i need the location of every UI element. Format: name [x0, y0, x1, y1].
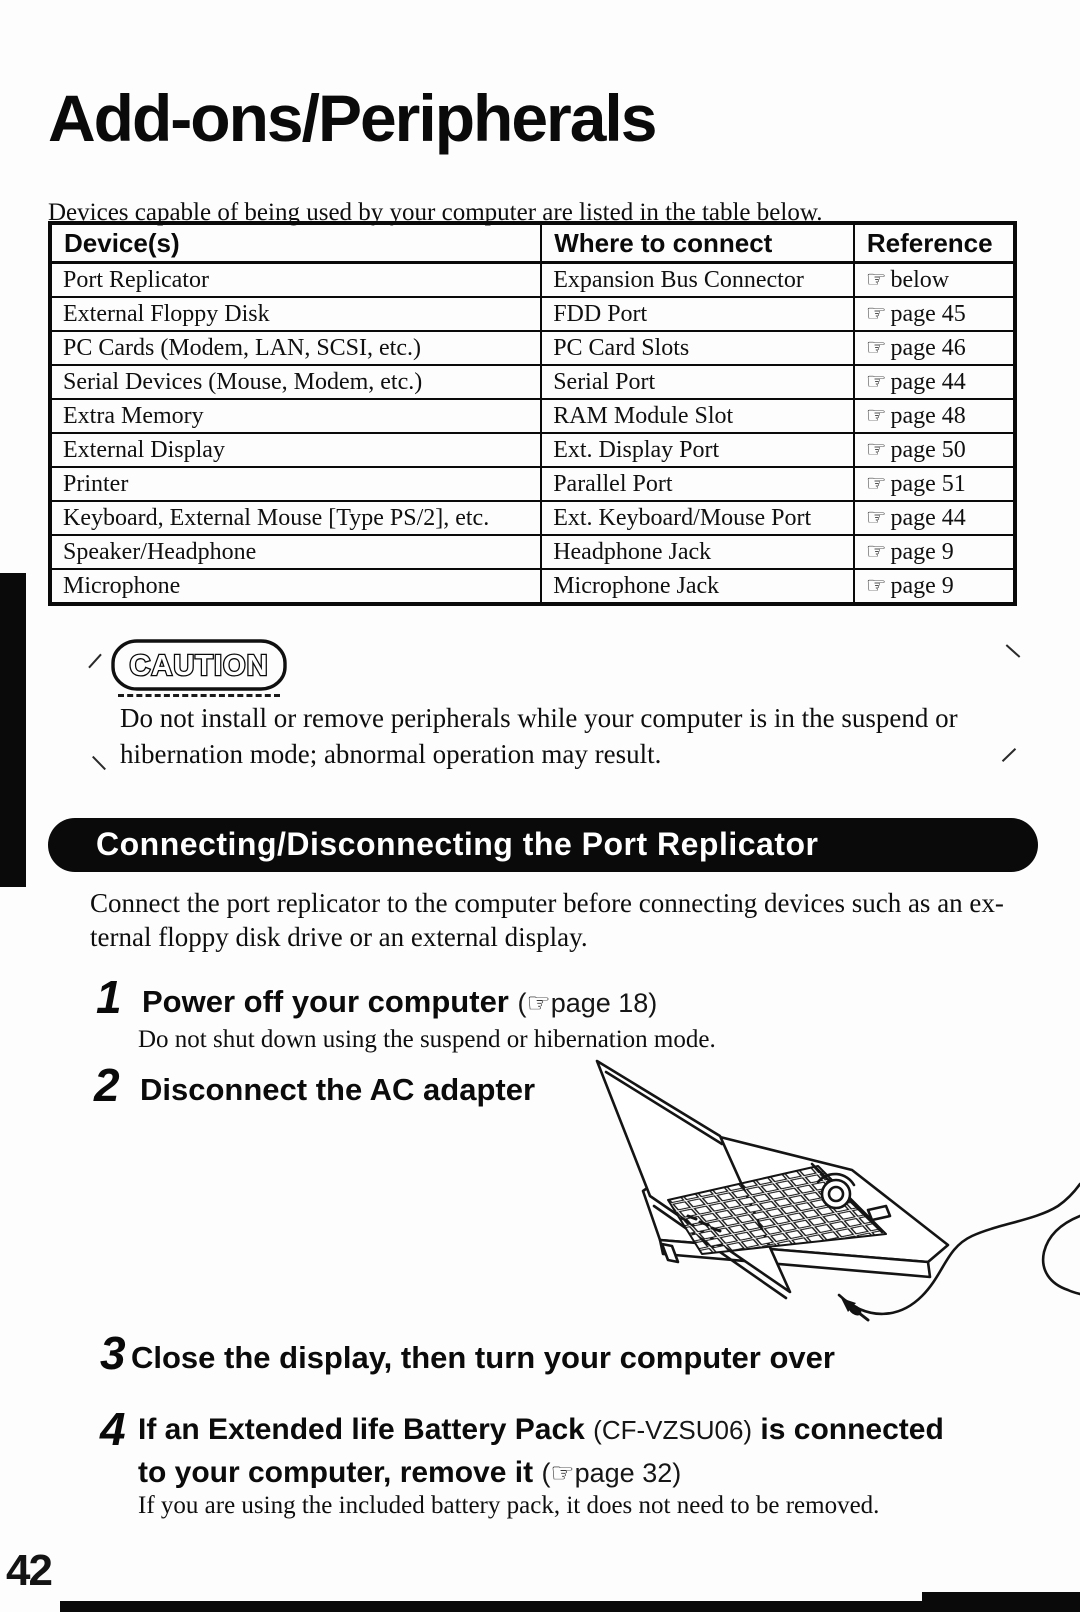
device-cell: Serial Devices (Mouse, Modem, etc.) — [50, 365, 541, 399]
table-row — [50, 331, 1015, 365]
connect-cell: Ext. Keyboard/Mouse Port — [541, 501, 854, 535]
reference-text: below — [890, 266, 950, 293]
hand-icon: ☞ — [865, 300, 887, 327]
devices-table — [48, 221, 1017, 606]
header-reference: Reference — [854, 223, 1015, 263]
step-title — [142, 984, 657, 1020]
reference-text: page 50 — [890, 436, 966, 463]
connect-cell: Expansion Bus Connector — [541, 263, 854, 298]
table-row — [50, 569, 1015, 604]
caution-corner-tick — [1002, 748, 1016, 762]
caution-corner-tick — [1006, 644, 1021, 658]
step-title-line2 — [138, 1456, 681, 1490]
caution-underline-dashes — [118, 694, 280, 697]
step-note: Do not shut down using the suspend or hibernation mode. — [138, 1026, 716, 1053]
laptop-illustration — [550, 1048, 1080, 1348]
reference-cell — [854, 467, 1015, 501]
caution-corner-tick — [88, 654, 102, 669]
table-row — [50, 467, 1015, 501]
bottom-edge-tab — [922, 1592, 1080, 1612]
page-number: 42 — [6, 1546, 51, 1595]
device-cell: Extra Memory — [50, 399, 541, 433]
reference-cell — [854, 501, 1015, 535]
step-title: Disconnect the AC adapter — [140, 1072, 536, 1107]
connect-cell: FDD Port — [541, 297, 854, 331]
ac-cable-loop — [1043, 1216, 1080, 1294]
table-header-row — [50, 223, 1015, 263]
section-header — [48, 818, 1038, 872]
reference-text: page 44 — [890, 368, 966, 395]
step-number: 4 — [100, 1403, 126, 1455]
caution-text-line: Do not install or remove peripherals while your computer is in the suspend or — [120, 703, 958, 733]
hand-icon: ☞ — [865, 504, 887, 531]
table-row — [50, 535, 1015, 569]
battery-model: (CF-VZSU06) — [593, 1415, 753, 1445]
hand-icon: ☞ — [865, 572, 887, 599]
reference-cell — [854, 297, 1015, 331]
reference-text: page 48 — [890, 402, 966, 429]
hand-icon: ☞ — [865, 470, 887, 497]
page-reference: (☞page 32) — [541, 1458, 682, 1488]
device-cell: Printer — [50, 467, 541, 501]
table-row — [50, 365, 1015, 399]
step-number: 3 — [100, 1327, 126, 1379]
connect-cell: Parallel Port — [541, 467, 854, 501]
caution-badge — [110, 638, 288, 692]
reference-text: page 45 — [890, 300, 966, 327]
header-connect: Where to connect — [541, 223, 854, 263]
hand-icon: ☞ — [865, 368, 887, 395]
reference-cell — [854, 569, 1015, 604]
table-row — [50, 297, 1015, 331]
header-device: Device(s) — [50, 223, 541, 263]
connect-cell: RAM Module Slot — [541, 399, 854, 433]
device-cell: Microphone — [50, 569, 541, 604]
reference-text: page 46 — [890, 334, 966, 361]
hand-icon: ☞ — [865, 334, 887, 361]
reference-cell — [854, 263, 1015, 298]
connect-cell: Headphone Jack — [541, 535, 854, 569]
hand-icon: ☞ — [865, 436, 887, 463]
step-title-text: to your computer, remove it — [138, 1456, 534, 1489]
reference-cell — [854, 535, 1015, 569]
trackball — [822, 1180, 850, 1208]
page-edge-tab — [0, 573, 26, 887]
table-row — [50, 501, 1015, 535]
reference-text: page 51 — [890, 470, 966, 497]
table-row — [50, 399, 1015, 433]
table-row — [50, 263, 1015, 298]
hand-icon: ☞ — [865, 538, 887, 565]
device-cell: Port Replicator — [50, 263, 541, 298]
hand-icon: ☞ — [865, 266, 887, 293]
step-number: 1 — [96, 971, 122, 1023]
section-title: Connecting/Disconnecting the Port Replicator — [96, 826, 819, 862]
connect-cell: Serial Port — [541, 365, 854, 399]
hand-icon: ☞ — [865, 402, 887, 429]
reference-cell — [854, 331, 1015, 365]
step-number: 2 — [94, 1059, 120, 1111]
device-cell: PC Cards (Modem, LAN, SCSI, etc.) — [50, 331, 541, 365]
page-reference: (☞page 18) — [517, 988, 658, 1018]
step-title: Close the display, then turn your computer over — [131, 1340, 835, 1375]
reference-text: page 9 — [890, 572, 954, 599]
caution-label: CAUTION — [129, 650, 269, 682]
intro-text: Devices capable of being used by your computer are listed in the table below. — [48, 199, 823, 226]
step-title-text: is connected — [760, 1413, 944, 1446]
step-title-text: If an Extended life Battery Pack — [138, 1413, 585, 1446]
reference-text: page 44 — [890, 504, 966, 531]
caution-corner-tick — [92, 756, 106, 770]
section-intro-line: ternal floppy disk drive or an external display. — [90, 922, 588, 952]
deck-button — [868, 1206, 890, 1220]
reference-cell — [854, 433, 1015, 467]
caution-text-line: hibernation mode; abnormal operation may result. — [120, 739, 662, 769]
page-title: Add-ons/Peripherals — [48, 81, 656, 156]
step-title-text: Power off your computer — [142, 984, 509, 1019]
table-row — [50, 433, 1015, 467]
connect-cell: Microphone Jack — [541, 569, 854, 604]
reference-cell — [854, 399, 1015, 433]
section-intro-line: Connect the port replicator to the computer before connecting devices such as an ex- — [90, 888, 1004, 918]
connect-cell: Ext. Display Port — [541, 433, 854, 467]
step-note: If you are using the included battery pack, it does not need to be removed. — [138, 1492, 880, 1519]
connect-cell: PC Card Slots — [541, 331, 854, 365]
reference-text: page 9 — [890, 538, 954, 565]
device-cell: External Display — [50, 433, 541, 467]
device-cell: Speaker/Headphone — [50, 535, 541, 569]
reference-cell — [854, 365, 1015, 399]
step-title — [138, 1413, 944, 1447]
device-cell: External Floppy Disk — [50, 297, 541, 331]
device-cell: Keyboard, External Mouse [Type PS/2], etc. — [50, 501, 541, 535]
